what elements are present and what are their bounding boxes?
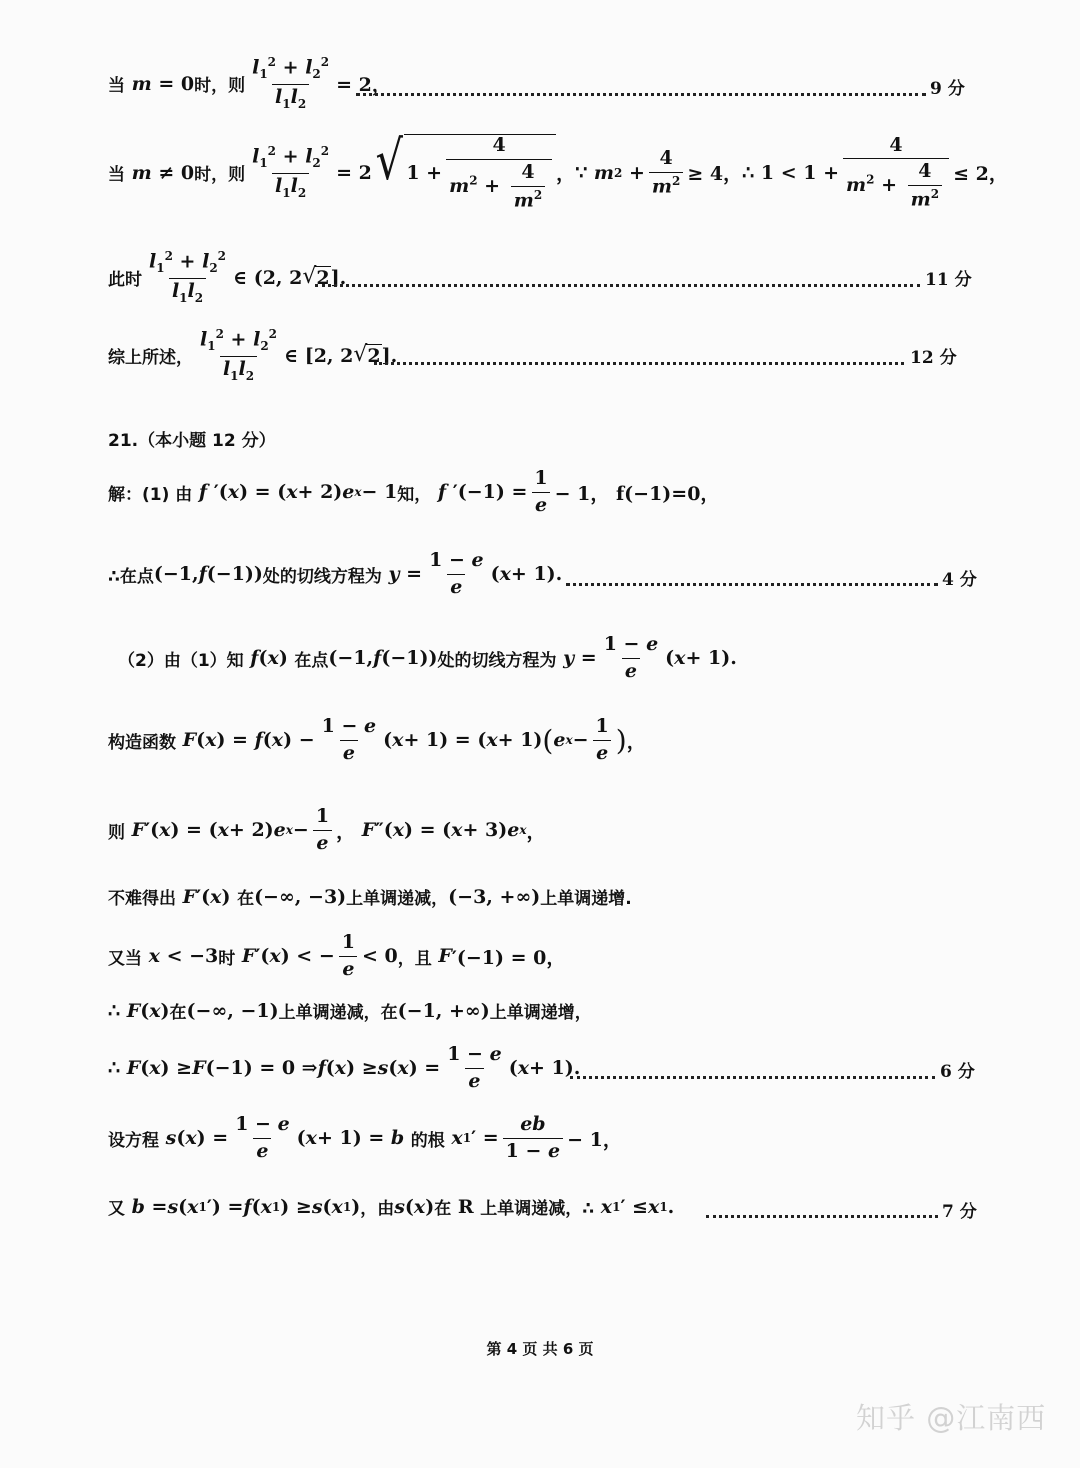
line-case-m-zero: 当 m = 0 时，则 $\frac{l_1^2 + l_2^2}{l_1l_2}$ = 2，: [108, 55, 391, 111]
square-root: √ 1 + 4 $m^2$ + $\frac{4}{m^2}$: [372, 134, 556, 212]
line-derivatives: 则 F ′( x ) = ( x + 2) e x − $\frac{1}{e}$ ， F ″( x ) = ( x + 3) e x ，: [108, 805, 546, 854]
line-monotonicity-F: ∴ F ( x ) 在 (−∞, −1) 上单调递减，在 (−1, +∞) 上单调递增，: [108, 999, 592, 1023]
dot-leader: [315, 284, 920, 287]
dot-leader: [570, 1076, 935, 1079]
dot-leader: [706, 1215, 938, 1218]
dot-leader: [566, 583, 938, 586]
page-number: 第 4 页 共 6 页: [486, 1340, 594, 1358]
line-case-m-nonzero: 当 m ≠ 0 时，则 $\frac{l_1^2 + l_2^2}{l_1l_2}$ = 2 √ 1 + 4 $m^2$ + $\frac{4}{m^2}$ ， ∵ m 2 + $\frac{4}{m^2}$ ≥ 4， ∴ 1 < 1 + 4 $m^2$ + $\frac{4}{m^2}$ ≤ 2，: [108, 129, 1008, 212]
score-label: 6 分: [940, 1062, 975, 1082]
score-label: 4 分: [942, 570, 977, 590]
line-inequality: ∴ F ( x ) ≥ F (−1) = 0 ⇒ f ( x ) ≥ s ( x ) = $\frac{1 - e}{e}$ ( x + 1).: [108, 1043, 581, 1092]
score-label: 9 分: [930, 79, 965, 99]
dot-leader: [374, 362, 904, 365]
line-sign-condition: 又当 x < −3 时 F ′( x ) < − $\frac{1}{e}$ < 0 ，且 F ′(−1) = 0，: [108, 931, 566, 980]
line-range-nonzero: 此时 $\frac{l_1^2 + l_2^2}{l_1l_2}$ ∈ (2, 2 √ 2 ].: [108, 249, 347, 305]
question-21-heading: 21.（本小题 12 分）: [108, 431, 276, 451]
fraction: $\frac{l_1^2 + l_2^2}{l_1l_2}$: [252, 55, 330, 111]
line-conclusion: 综上所述， $\frac{l_1^2 + l_2^2}{l_1l_2}$ ∈ [2, 2 √ 2 ].: [108, 327, 398, 383]
dot-leader: [356, 93, 926, 96]
fraction: $\frac{l_1^2 + l_2^2}{l_1l_2}$: [252, 144, 330, 200]
line-construct-function: 构造函数 F ( x ) = f ( x ) − $\frac{1 - e}{e}$ ( x + 1) = ( x + 1) ( e x − $\frac{1}{e}$ ) ，: [108, 715, 646, 764]
line-final: 又 b = s ( x 1 ′) = f ( x 1 ) ≥ s ( x 1 ) ，由 s ( x ) 在 R 上单调递减，∴ x 1 ′ ≤ x 1 .: [108, 1195, 675, 1219]
line-monotonicity-derivative: 不难得出 F ′( x ) 在 (−∞, −3) 上单调递减， (−3, +∞) 上单调递增.: [108, 885, 632, 909]
watermark: 知乎 @江南西: [856, 1401, 1047, 1435]
line-root: 设方程 s ( x ) = $\frac{1 - e}{e}$ ( x + 1) = b 的根 x 1 ′ = $\frac{eb}{1 - e}$ − 1，: [108, 1113, 622, 1162]
line-tangent-equation: ∴在点 (−1, f (−1)) 处的切线方程为 y = $\frac{1 - e}{e}$ ( x + 1).: [108, 549, 563, 598]
line-part2-start: （2）由（1）知 f ( x ) 在点 (−1, f (−1)) 处的切线方程为 y = $\frac{1 - e}{e}$ ( x + 1).: [118, 633, 737, 682]
line-part1-derivative: 解：(1) 由 f ′( x ) = ( x + 2) e x − 1 知， f ′(−1) = $\frac{1}{e}$ − 1， f(−1)=0，: [108, 467, 720, 516]
score-label: 11 分: [925, 270, 972, 290]
score-label: 12 分: [910, 348, 957, 368]
score-label: 7 分: [942, 1202, 977, 1222]
